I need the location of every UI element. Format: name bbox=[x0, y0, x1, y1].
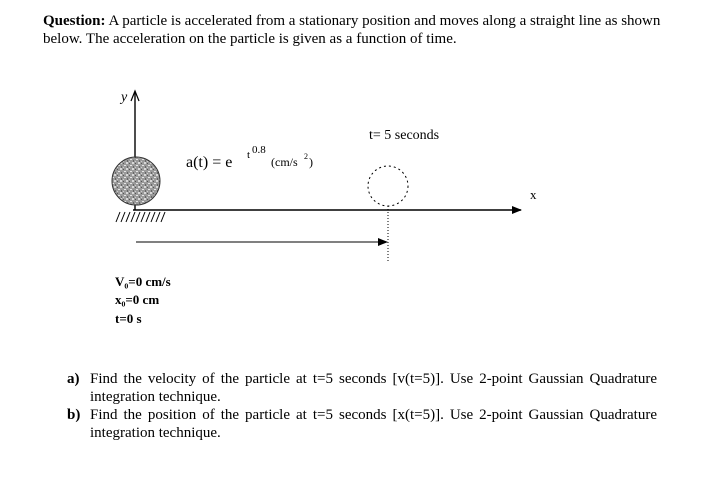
initial-velocity: V₀=0 cm/s bbox=[115, 274, 171, 289]
svg-text:(cm/s: (cm/s bbox=[271, 155, 298, 169]
svg-text:t: t bbox=[247, 149, 251, 161]
svg-text:a(t) = e: a(t) = e bbox=[186, 154, 233, 171]
svg-text:): ) bbox=[309, 155, 313, 169]
part-b-text: Find the position of the particle at t=5 seconds [x(t=5)]. Use 2-point Gaussian Quadrature integration technique. bbox=[90, 407, 657, 441]
x-axis-label: x bbox=[530, 187, 537, 202]
svg-text:2: 2 bbox=[304, 152, 308, 161]
time-label: t= 5 seconds bbox=[369, 128, 440, 143]
question-parts bbox=[67, 370, 657, 442]
acceleration-formula bbox=[186, 144, 313, 171]
particle-ball bbox=[112, 157, 160, 205]
part-b-label: b) bbox=[67, 407, 81, 423]
question-label: Question: bbox=[43, 13, 106, 29]
part-a bbox=[67, 370, 657, 406]
particle-final-position bbox=[368, 166, 408, 206]
ground-hatch bbox=[116, 212, 165, 222]
initial-time: t=0 s bbox=[115, 311, 142, 326]
part-b bbox=[67, 406, 657, 442]
part-a-label: a) bbox=[67, 371, 80, 387]
y-axis-label: y bbox=[121, 90, 128, 105]
question-text: A particle is accelerated from a stationary position and moves along a straight line as shown below. The acceleration on the particle is given as a function of time. bbox=[43, 13, 661, 47]
initial-position: x₀=0 cm bbox=[115, 292, 160, 307]
part-a-text: Find the velocity of the particle at t=5 seconds [v(t=5)]. Use 2-point Gaussian Quadrature integration technique. bbox=[90, 371, 657, 405]
svg-text:0.8: 0.8 bbox=[252, 144, 266, 156]
